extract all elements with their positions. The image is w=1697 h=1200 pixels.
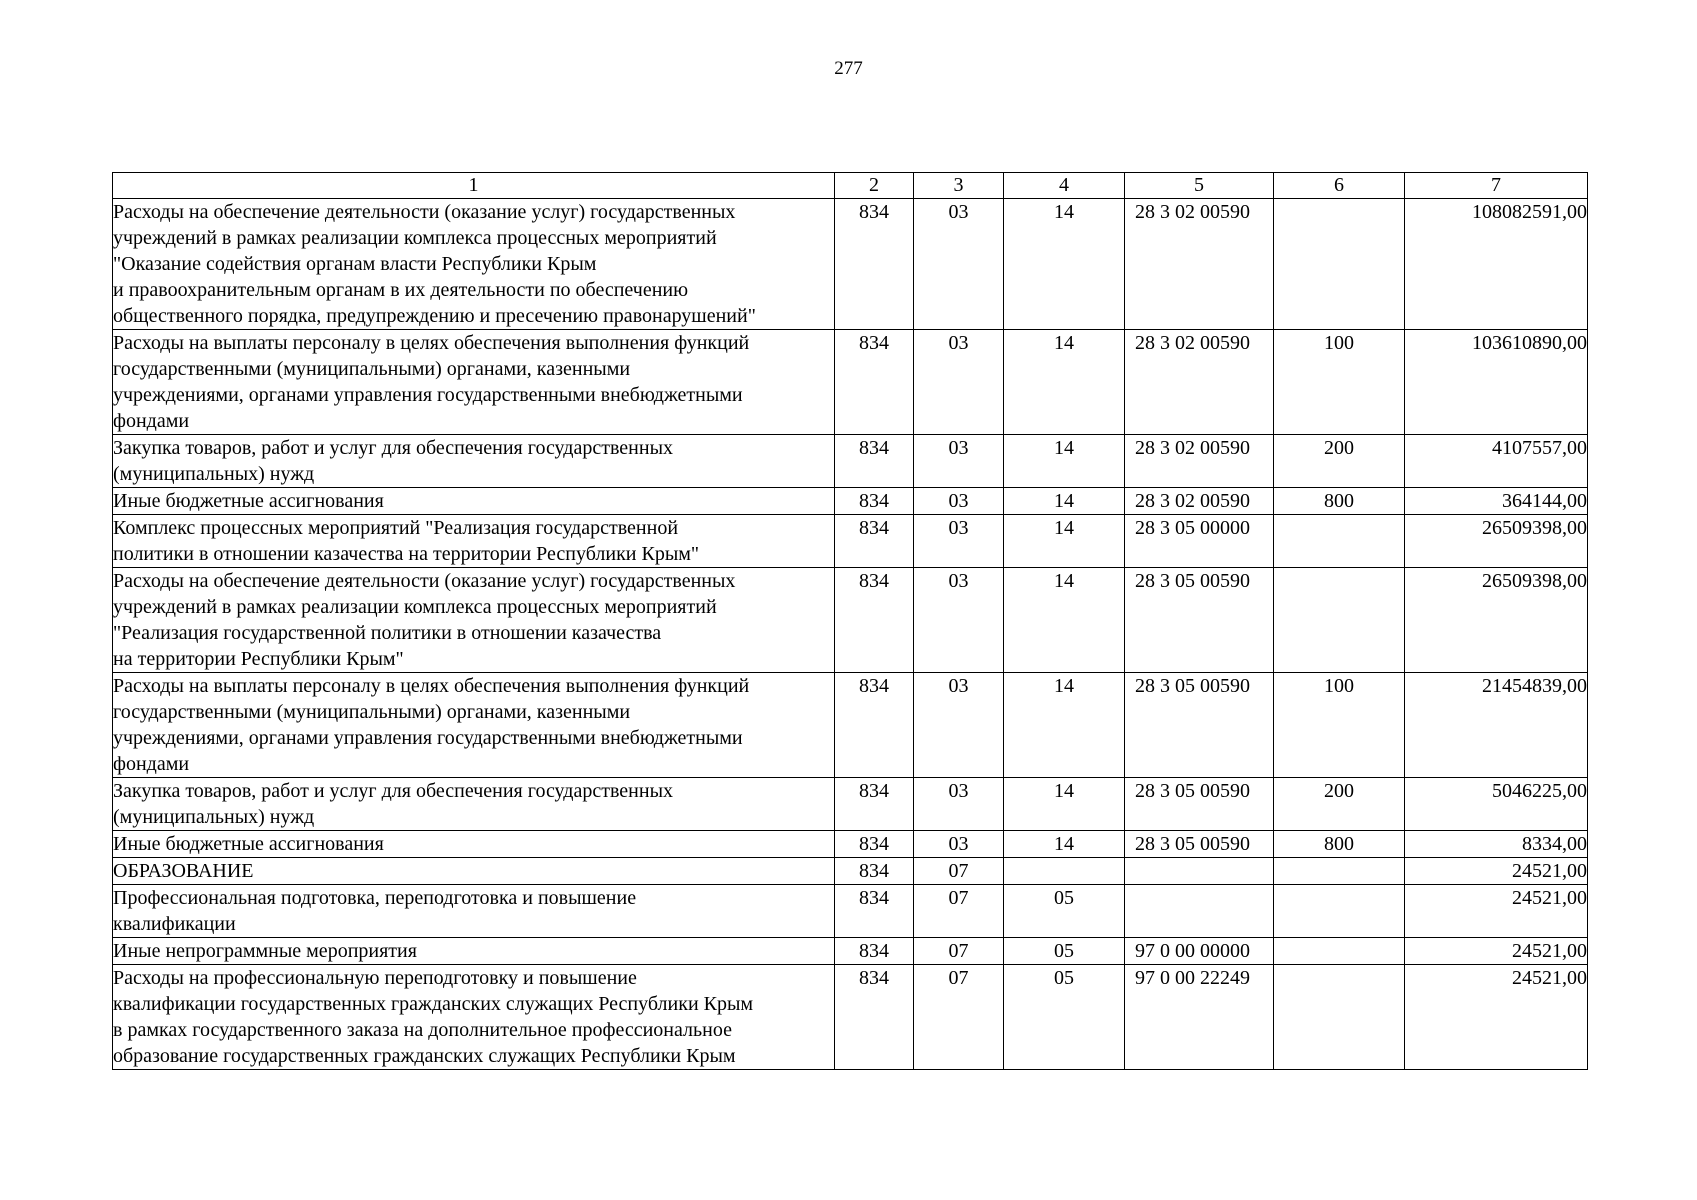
row-subsection-code: 14 xyxy=(1004,515,1125,568)
row-grbs-code: 834 xyxy=(835,858,914,885)
row-subsection-code: 14 xyxy=(1004,435,1125,488)
column-header-4: 4 xyxy=(1004,173,1125,199)
row-description: Расходы на профессиональную переподготовку и повышение квалификации государственных гражданских служащих Республики Крым в рамках государственного заказа на дополнительное профессиональное образование государственных гражданских служащих Республики Крым xyxy=(113,965,835,1070)
row-subsection-code: 14 xyxy=(1004,568,1125,673)
row-description: Иные непрограммные мероприятия xyxy=(113,938,835,965)
row-amount: 108082591,00 xyxy=(1405,199,1588,330)
row-section-code: 03 xyxy=(914,488,1004,515)
row-subsection-code: 14 xyxy=(1004,488,1125,515)
table-row xyxy=(113,435,1588,488)
column-header-5: 5 xyxy=(1125,173,1274,199)
table-row xyxy=(113,673,1588,778)
row-section-code: 03 xyxy=(914,435,1004,488)
row-section-code: 07 xyxy=(914,885,1004,938)
row-amount: 103610890,00 xyxy=(1405,330,1588,435)
table-row xyxy=(113,568,1588,673)
row-description: Расходы на обеспечение деятельности (оказание услуг) государственных учреждений в рамках реализации комплекса процессных мероприятий "Оказание содействия органам власти Республики Крым и правоохранительным органам в их деятельности по обеспечению общественного порядка, предупреждению и пресечению правонарушений" xyxy=(113,199,835,330)
row-expense-type-code: 800 xyxy=(1274,488,1405,515)
row-target-article-code: 28 3 05 00590 xyxy=(1125,673,1274,778)
row-section-code: 07 xyxy=(914,965,1004,1070)
table-row xyxy=(113,885,1588,938)
row-amount: 24521,00 xyxy=(1405,885,1588,938)
row-expense-type-code xyxy=(1274,858,1405,885)
row-amount: 24521,00 xyxy=(1405,965,1588,1070)
table-row xyxy=(113,330,1588,435)
table-row xyxy=(113,199,1588,330)
row-section-code: 07 xyxy=(914,858,1004,885)
row-expense-type-code: 100 xyxy=(1274,330,1405,435)
row-description: Комплекс процессных мероприятий "Реализация государственной политики в отношении казачества на территории Республики Крым" xyxy=(113,515,835,568)
table-row xyxy=(113,965,1588,1070)
row-subsection-code xyxy=(1004,858,1125,885)
row-target-article-code: 28 3 02 00590 xyxy=(1125,435,1274,488)
row-expense-type-code: 200 xyxy=(1274,778,1405,831)
row-section-code: 03 xyxy=(914,831,1004,858)
row-section-code: 03 xyxy=(914,330,1004,435)
column-header-2: 2 xyxy=(835,173,914,199)
row-target-article-code: 28 3 02 00590 xyxy=(1125,199,1274,330)
row-target-article-code: 28 3 05 00590 xyxy=(1125,778,1274,831)
row-target-article-code: 28 3 05 00590 xyxy=(1125,568,1274,673)
row-grbs-code: 834 xyxy=(835,568,914,673)
row-grbs-code: 834 xyxy=(835,778,914,831)
row-amount: 24521,00 xyxy=(1405,938,1588,965)
column-header-3: 3 xyxy=(914,173,1004,199)
row-grbs-code: 834 xyxy=(835,673,914,778)
row-target-article-code: 28 3 05 00000 xyxy=(1125,515,1274,568)
row-section-code: 03 xyxy=(914,673,1004,778)
row-grbs-code: 834 xyxy=(835,515,914,568)
row-amount: 26509398,00 xyxy=(1405,568,1588,673)
row-expense-type-code: 100 xyxy=(1274,673,1405,778)
row-amount: 26509398,00 xyxy=(1405,515,1588,568)
row-target-article-code: 97 0 00 00000 xyxy=(1125,938,1274,965)
table-header-row xyxy=(113,173,1588,199)
row-subsection-code: 14 xyxy=(1004,673,1125,778)
table-row xyxy=(113,515,1588,568)
row-amount: 8334,00 xyxy=(1405,831,1588,858)
row-section-code: 03 xyxy=(914,515,1004,568)
row-expense-type-code xyxy=(1274,938,1405,965)
row-subsection-code: 05 xyxy=(1004,885,1125,938)
row-amount: 5046225,00 xyxy=(1405,778,1588,831)
row-subsection-code: 05 xyxy=(1004,965,1125,1070)
row-expense-type-code xyxy=(1274,885,1405,938)
row-section-code: 07 xyxy=(914,938,1004,965)
table-row xyxy=(113,831,1588,858)
row-target-article-code xyxy=(1125,885,1274,938)
row-amount: 24521,00 xyxy=(1405,858,1588,885)
budget-table xyxy=(112,172,1588,1070)
row-description: Расходы на обеспечение деятельности (оказание услуг) государственных учреждений в рамках реализации комплекса процессных мероприятий "Реализация государственной политики в отношении казачества на территории Республики Крым" xyxy=(113,568,835,673)
row-expense-type-code xyxy=(1274,568,1405,673)
row-expense-type-code xyxy=(1274,199,1405,330)
column-header-7: 7 xyxy=(1405,173,1588,199)
row-description: Расходы на выплаты персоналу в целях обеспечения выполнения функций государственными (муниципальными) органами, казенными учреждениями, органами управления государственными внебюджетными фондами xyxy=(113,330,835,435)
row-description: Иные бюджетные ассигнования xyxy=(113,488,835,515)
table-body xyxy=(113,199,1588,1070)
page-number: 277 xyxy=(834,58,863,79)
row-grbs-code: 834 xyxy=(835,831,914,858)
row-target-article-code: 97 0 00 22249 xyxy=(1125,965,1274,1070)
table-row xyxy=(113,778,1588,831)
row-grbs-code: 834 xyxy=(835,885,914,938)
row-amount: 364144,00 xyxy=(1405,488,1588,515)
row-grbs-code: 834 xyxy=(835,488,914,515)
row-subsection-code: 05 xyxy=(1004,938,1125,965)
row-grbs-code: 834 xyxy=(835,965,914,1070)
row-description: Закупка товаров, работ и услуг для обеспечения государственных (муниципальных) нужд xyxy=(113,435,835,488)
row-target-article-code: 28 3 02 00590 xyxy=(1125,330,1274,435)
row-description: Расходы на выплаты персоналу в целях обеспечения выполнения функций государственными (муниципальными) органами, казенными учреждениями, органами управления государственными внебюджетными фондами xyxy=(113,673,835,778)
row-subsection-code: 14 xyxy=(1004,831,1125,858)
row-grbs-code: 834 xyxy=(835,435,914,488)
row-section-code: 03 xyxy=(914,778,1004,831)
column-header-1: 1 xyxy=(113,173,835,199)
row-description: Закупка товаров, работ и услуг для обеспечения государственных (муниципальных) нужд xyxy=(113,778,835,831)
row-grbs-code: 834 xyxy=(835,330,914,435)
row-description: ОБРАЗОВАНИЕ xyxy=(113,858,835,885)
table-row xyxy=(113,488,1588,515)
row-expense-type-code xyxy=(1274,965,1405,1070)
row-description: Иные бюджетные ассигнования xyxy=(113,831,835,858)
row-amount: 21454839,00 xyxy=(1405,673,1588,778)
row-grbs-code: 834 xyxy=(835,938,914,965)
column-header-6: 6 xyxy=(1274,173,1405,199)
row-target-article-code xyxy=(1125,858,1274,885)
row-subsection-code: 14 xyxy=(1004,199,1125,330)
row-section-code: 03 xyxy=(914,568,1004,673)
row-target-article-code: 28 3 05 00590 xyxy=(1125,831,1274,858)
row-subsection-code: 14 xyxy=(1004,778,1125,831)
row-description: Профессиональная подготовка, переподготовка и повышение квалификации xyxy=(113,885,835,938)
row-amount: 4107557,00 xyxy=(1405,435,1588,488)
row-target-article-code: 28 3 02 00590 xyxy=(1125,488,1274,515)
table-row xyxy=(113,858,1588,885)
row-expense-type-code: 200 xyxy=(1274,435,1405,488)
row-subsection-code: 14 xyxy=(1004,330,1125,435)
row-section-code: 03 xyxy=(914,199,1004,330)
row-grbs-code: 834 xyxy=(835,199,914,330)
row-expense-type-code: 800 xyxy=(1274,831,1405,858)
row-expense-type-code xyxy=(1274,515,1405,568)
table-row xyxy=(113,938,1588,965)
